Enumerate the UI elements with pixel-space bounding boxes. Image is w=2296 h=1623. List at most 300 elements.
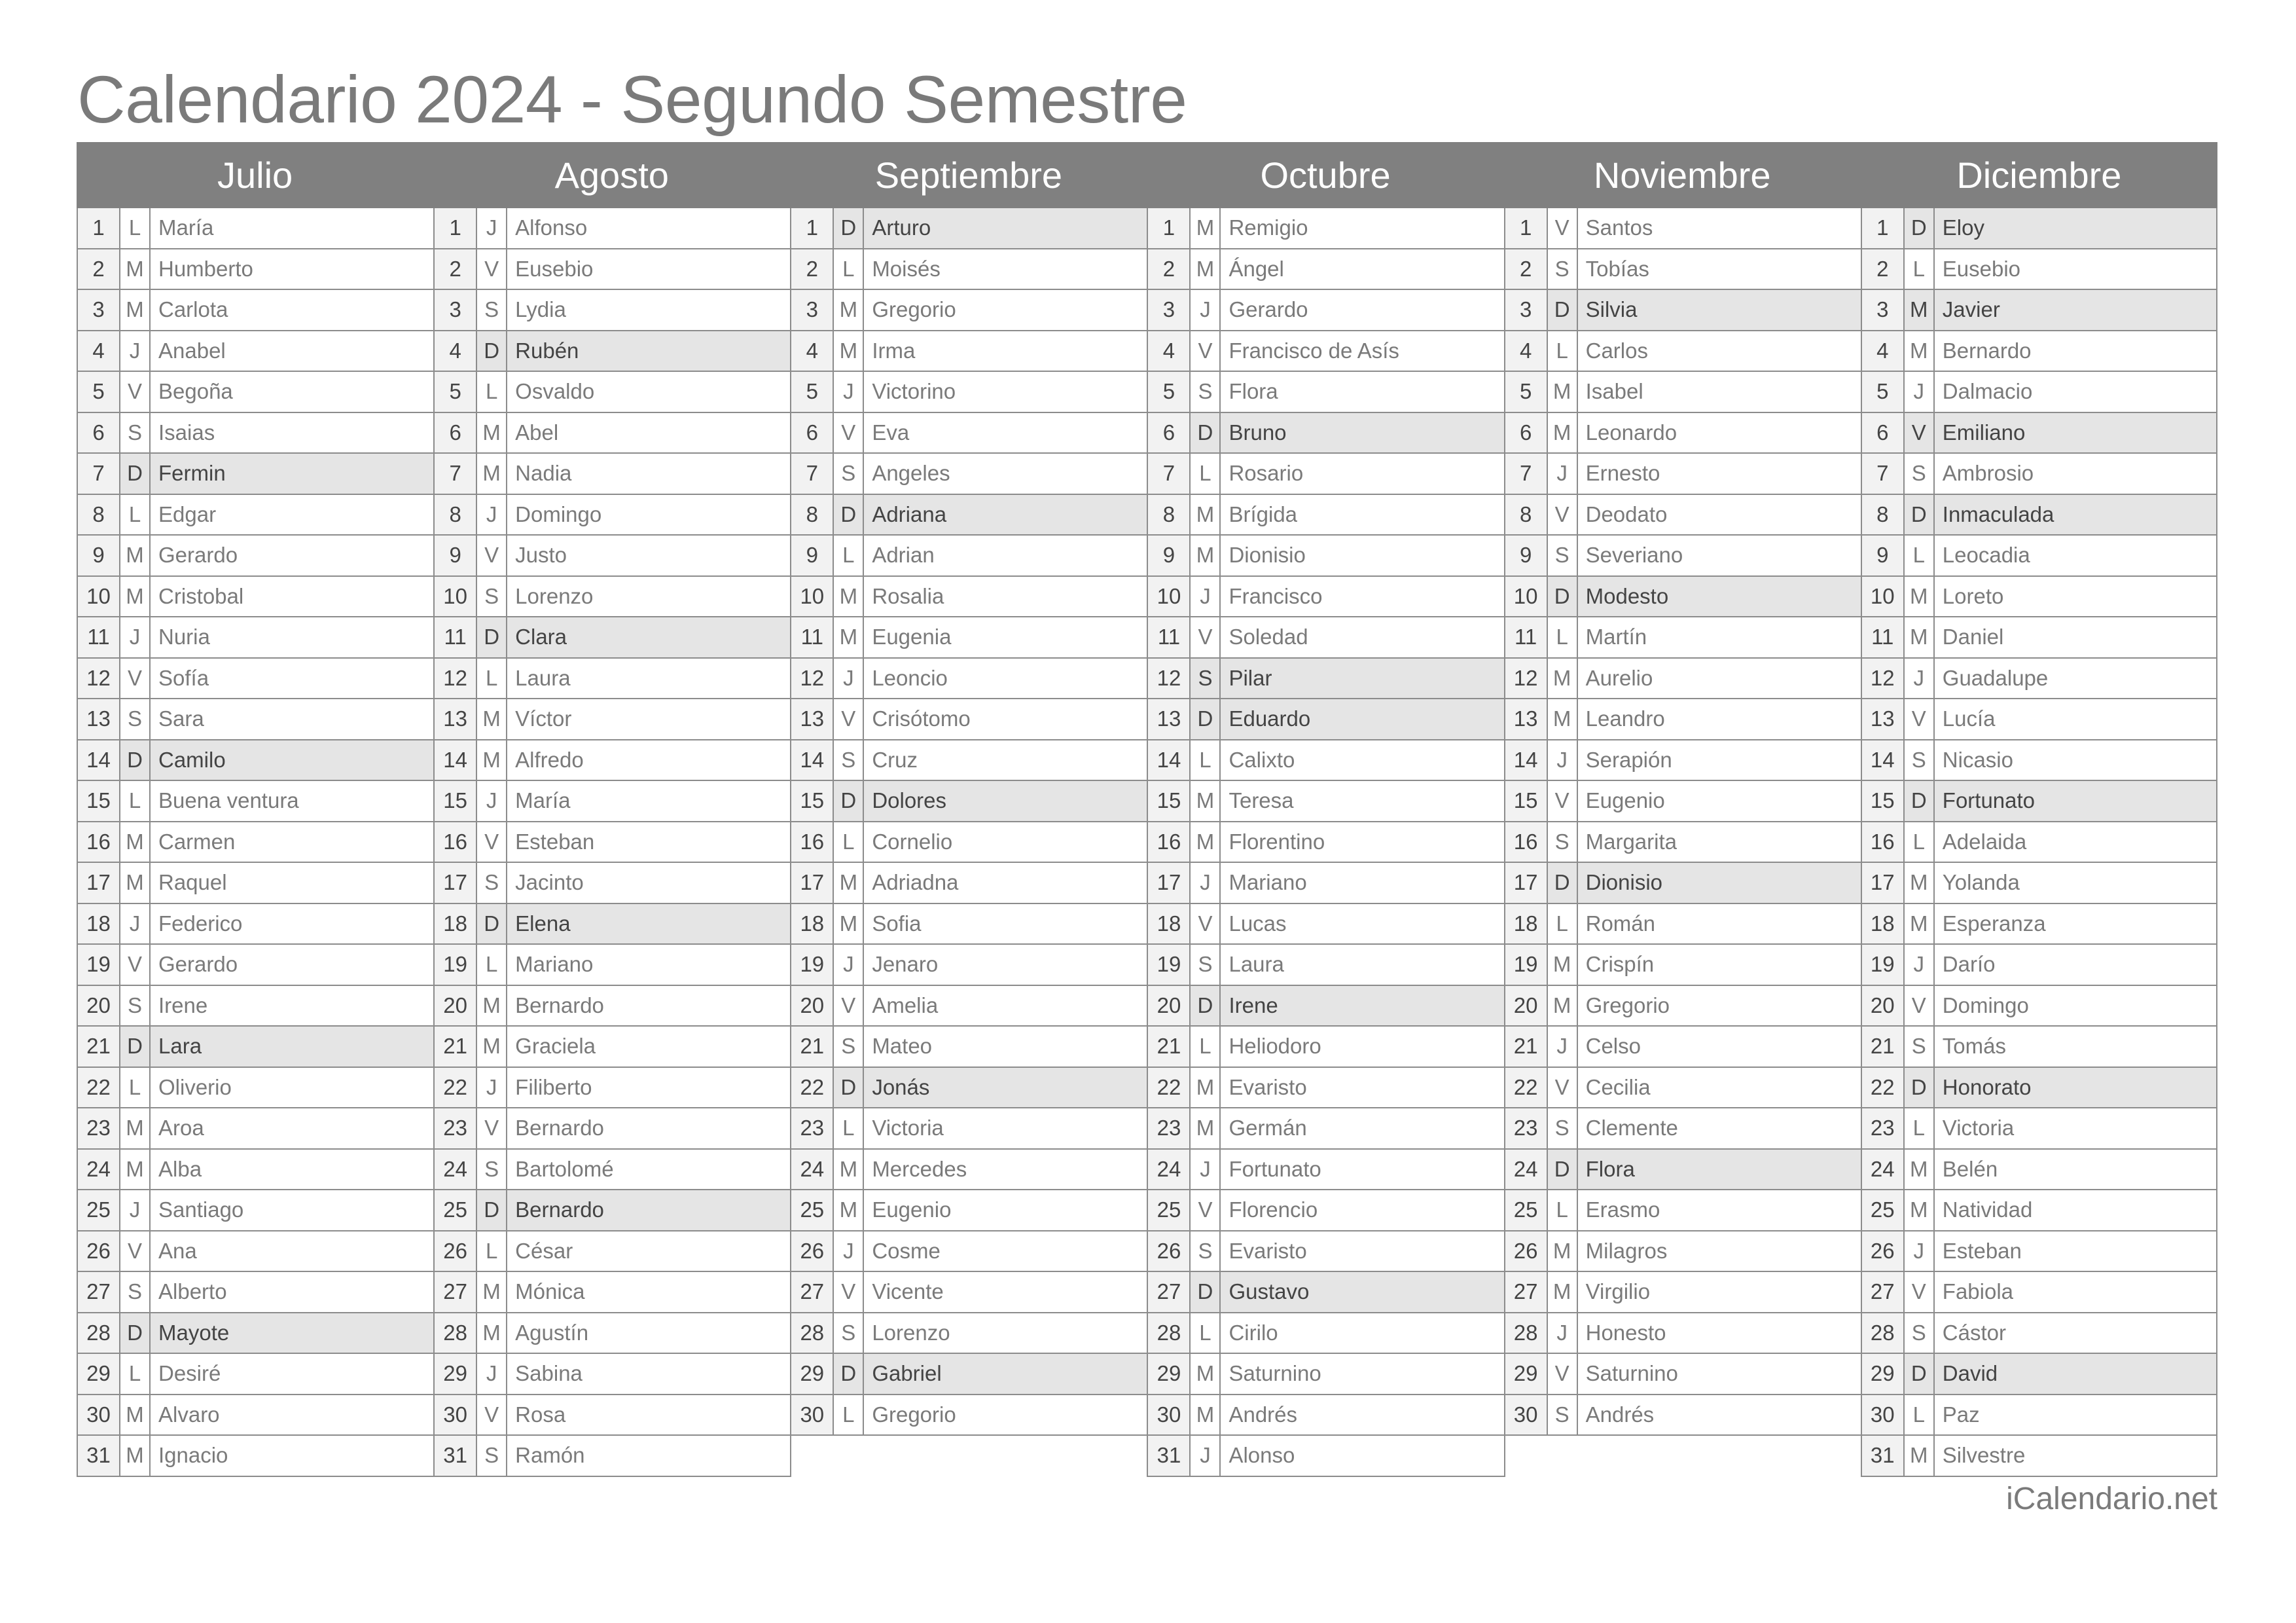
- weekday-letter: V: [1548, 495, 1578, 535]
- saint-name: César: [507, 1231, 790, 1271]
- saint-name: Rosa: [507, 1395, 790, 1435]
- weekday-letter: D: [1191, 1272, 1221, 1312]
- day-number: 12: [1862, 659, 1905, 699]
- saint-name: Eugenio: [1578, 781, 1861, 821]
- saint-name: Remigio: [1221, 208, 1503, 248]
- day-row: [791, 249, 1147, 291]
- day-row: [1505, 1068, 1861, 1109]
- weekday-letter: J: [834, 659, 864, 699]
- weekday-letter: M: [1905, 331, 1935, 371]
- saint-name: Tomás: [1935, 1027, 2216, 1067]
- month-column-noviembre: [1504, 208, 1861, 1477]
- day-number: 13: [791, 699, 834, 739]
- day-number: 28: [791, 1313, 834, 1353]
- weekday-letter: D: [1905, 208, 1935, 248]
- day-number: 12: [435, 659, 477, 699]
- weekday-letter: V: [1191, 617, 1221, 657]
- weekday-letter: L: [477, 659, 507, 699]
- day-number: 20: [791, 986, 834, 1026]
- weekday-letter: M: [120, 290, 151, 330]
- day-number: 22: [1862, 1068, 1905, 1108]
- saint-name: Eugenio: [864, 1190, 1147, 1230]
- day-row: [435, 1068, 790, 1109]
- weekday-letter: V: [834, 699, 864, 739]
- weekday-letter: M: [1905, 1150, 1935, 1190]
- day-number: 5: [1505, 372, 1548, 412]
- day-row: [435, 536, 790, 577]
- empty-day-slot: [791, 1436, 1147, 1477]
- weekday-letter: J: [477, 781, 507, 821]
- saint-name: Francisco de Asís: [1221, 331, 1503, 371]
- day-row: [1148, 331, 1503, 373]
- day-row: [78, 945, 433, 986]
- weekday-letter: M: [1548, 659, 1578, 699]
- day-number: 29: [1505, 1354, 1548, 1394]
- day-row-holiday: [791, 1354, 1147, 1395]
- weekday-letter: L: [1905, 249, 1935, 289]
- day-number: 14: [791, 740, 834, 780]
- day-number: 5: [791, 372, 834, 412]
- weekday-letter: D: [477, 617, 507, 657]
- weekday-letter: D: [1905, 1354, 1935, 1394]
- saint-name: Francisco: [1221, 577, 1503, 617]
- saint-name: Calixto: [1221, 740, 1503, 780]
- day-row-holiday: [78, 1027, 433, 1068]
- weekday-letter: M: [1548, 945, 1578, 985]
- saint-name: Cecilia: [1578, 1068, 1861, 1108]
- weekday-letter: M: [1905, 1436, 1935, 1476]
- day-row: [1505, 1027, 1861, 1068]
- day-row: [435, 290, 790, 331]
- saint-name: Jenaro: [864, 945, 1147, 985]
- saint-name: Abel: [507, 413, 790, 453]
- day-number: 26: [791, 1231, 834, 1271]
- day-number: 26: [1505, 1231, 1548, 1271]
- day-row: [78, 986, 433, 1027]
- day-number: 29: [435, 1354, 477, 1394]
- day-row: [1862, 1231, 2216, 1273]
- day-row: [435, 577, 790, 618]
- weekday-letter: L: [1548, 331, 1578, 371]
- weekday-letter: M: [1191, 1108, 1221, 1148]
- day-row: [1505, 1313, 1861, 1355]
- day-number: 20: [1148, 986, 1191, 1026]
- day-number: 28: [78, 1313, 120, 1353]
- day-row: [435, 1395, 790, 1436]
- weekday-letter: J: [1905, 372, 1935, 412]
- weekday-letter: M: [1905, 290, 1935, 330]
- day-row: [1148, 1313, 1503, 1355]
- saint-name: María: [151, 208, 433, 248]
- day-row: [791, 1231, 1147, 1273]
- day-row: [1505, 659, 1861, 700]
- day-row-holiday: [1148, 1272, 1503, 1313]
- day-row: [1148, 1190, 1503, 1231]
- saint-name: Oliverio: [151, 1068, 433, 1108]
- day-row-holiday: [78, 1313, 433, 1355]
- saint-name: Teresa: [1221, 781, 1503, 821]
- day-row-holiday: [791, 1068, 1147, 1109]
- saint-name: Mateo: [864, 1027, 1147, 1067]
- weekday-letter: V: [1191, 904, 1221, 944]
- weekday-letter: M: [1191, 822, 1221, 862]
- day-number: 30: [1862, 1395, 1905, 1435]
- saint-name: Silvestre: [1935, 1436, 2216, 1476]
- saint-name: Vicente: [864, 1272, 1147, 1312]
- weekday-letter: M: [834, 1150, 864, 1190]
- day-number: 11: [1505, 617, 1548, 657]
- weekday-letter: D: [1548, 577, 1578, 617]
- day-number: 25: [435, 1190, 477, 1230]
- saint-name: Fortunato: [1221, 1150, 1503, 1190]
- day-number: 9: [791, 536, 834, 575]
- weekday-letter: L: [834, 822, 864, 862]
- saint-name: Alvaro: [151, 1395, 433, 1435]
- day-number: 25: [78, 1190, 120, 1230]
- day-row-holiday: [1505, 1150, 1861, 1191]
- day-row: [791, 372, 1147, 413]
- saint-name: Esperanza: [1935, 904, 2216, 944]
- weekday-letter: M: [1191, 495, 1221, 535]
- saint-name: Adrian: [864, 536, 1147, 575]
- weekday-letter: V: [834, 986, 864, 1026]
- day-number: 3: [78, 290, 120, 330]
- saint-name: Santiago: [151, 1190, 433, 1230]
- saint-name: Lucas: [1221, 904, 1503, 944]
- saint-name: Dionisio: [1221, 536, 1503, 575]
- weekday-letter: S: [1191, 372, 1221, 412]
- saint-name: Alfonso: [507, 208, 790, 248]
- day-number: 30: [78, 1395, 120, 1435]
- day-number: 21: [435, 1027, 477, 1067]
- weekday-letter: D: [834, 1354, 864, 1394]
- day-row: [78, 577, 433, 618]
- day-row: [435, 1231, 790, 1273]
- day-row: [791, 413, 1147, 454]
- day-row: [1862, 617, 2216, 659]
- saint-name: Clara: [507, 617, 790, 657]
- saint-name: Martín: [1578, 617, 1861, 657]
- day-number: 20: [78, 986, 120, 1026]
- weekday-letter: L: [834, 1395, 864, 1435]
- day-number: 13: [1505, 699, 1548, 739]
- month-header-octubre: Octubre: [1260, 155, 1391, 196]
- day-row: [435, 1150, 790, 1191]
- weekday-letter: M: [1905, 904, 1935, 944]
- weekday-letter: V: [1548, 208, 1578, 248]
- day-row-holiday: [78, 740, 433, 782]
- day-row: [1505, 495, 1861, 536]
- weekday-letter: M: [477, 740, 507, 780]
- saint-name: Victoria: [1935, 1108, 2216, 1148]
- weekday-letter: M: [1191, 1395, 1221, 1435]
- weekday-letter: D: [1905, 495, 1935, 535]
- day-number: 15: [791, 781, 834, 821]
- weekday-letter: L: [120, 1068, 151, 1108]
- day-number: 18: [78, 904, 120, 944]
- saint-name: Leandro: [1578, 699, 1861, 739]
- day-number: 4: [1148, 331, 1191, 371]
- saint-name: Cristobal: [151, 577, 433, 617]
- saint-name: Gerardo: [151, 536, 433, 575]
- weekday-letter: M: [120, 577, 151, 617]
- month-column-octubre: [1147, 208, 1503, 1477]
- saint-name: Pilar: [1221, 659, 1503, 699]
- weekday-letter: V: [477, 536, 507, 575]
- saint-name: Isabel: [1578, 372, 1861, 412]
- day-row: [1505, 1231, 1861, 1273]
- day-number: 19: [1505, 945, 1548, 985]
- day-row: [791, 454, 1147, 495]
- saint-name: Adriadna: [864, 863, 1147, 903]
- saint-name: Alonso: [1221, 1436, 1503, 1476]
- day-row: [435, 986, 790, 1027]
- weekday-letter: D: [834, 781, 864, 821]
- saint-name: Evaristo: [1221, 1231, 1503, 1271]
- day-row: [78, 617, 433, 659]
- saint-name: Nadia: [507, 454, 790, 494]
- day-row: [791, 822, 1147, 864]
- day-number: 26: [1148, 1231, 1191, 1271]
- weekday-letter: L: [1548, 904, 1578, 944]
- saint-name: Milagros: [1578, 1231, 1861, 1271]
- weekday-letter: D: [1548, 290, 1578, 330]
- saint-name: Jonás: [864, 1068, 1147, 1108]
- weekday-letter: D: [120, 1027, 151, 1067]
- day-number: 27: [1148, 1272, 1191, 1312]
- day-number: 17: [78, 863, 120, 903]
- weekday-letter: M: [477, 986, 507, 1026]
- weekday-letter: D: [1548, 863, 1578, 903]
- saint-name: Bernardo: [1935, 331, 2216, 371]
- weekday-letter: J: [120, 617, 151, 657]
- day-row: [791, 1108, 1147, 1150]
- weekday-letter: V: [834, 413, 864, 453]
- day-number: 16: [1505, 822, 1548, 862]
- saint-name: Celso: [1578, 1027, 1861, 1067]
- day-row: [435, 1436, 790, 1477]
- day-row: [78, 290, 433, 331]
- day-row: [1148, 1150, 1503, 1191]
- day-number: 25: [1505, 1190, 1548, 1230]
- day-number: 12: [791, 659, 834, 699]
- day-number: 18: [791, 904, 834, 944]
- day-number: 9: [1148, 536, 1191, 575]
- day-row: [1505, 740, 1861, 782]
- saint-name: Heliodoro: [1221, 1027, 1503, 1067]
- day-row-holiday: [435, 904, 790, 945]
- day-number: 11: [791, 617, 834, 657]
- weekday-letter: D: [120, 740, 151, 780]
- weekday-letter: D: [1548, 1150, 1578, 1190]
- day-number: 1: [435, 208, 477, 248]
- day-number: 19: [1862, 945, 1905, 985]
- day-number: 28: [1505, 1313, 1548, 1353]
- saint-name: Laura: [1221, 945, 1503, 985]
- day-number: 15: [78, 781, 120, 821]
- saint-name: Carmen: [151, 822, 433, 862]
- saint-name: David: [1935, 1354, 2216, 1394]
- day-number: 27: [435, 1272, 477, 1312]
- saint-name: Cosme: [864, 1231, 1147, 1271]
- saint-name: Crisótomo: [864, 699, 1147, 739]
- calendar-body: [77, 208, 2217, 1477]
- day-number: 1: [1862, 208, 1905, 248]
- weekday-letter: V: [477, 1108, 507, 1148]
- day-row-holiday: [1862, 290, 2216, 331]
- day-row: [435, 1272, 790, 1313]
- day-row: [1862, 536, 2216, 577]
- day-number: 16: [435, 822, 477, 862]
- weekday-letter: J: [477, 208, 507, 248]
- saint-name: Lorenzo: [507, 577, 790, 617]
- day-row: [78, 1108, 433, 1150]
- weekday-letter: J: [1548, 1313, 1578, 1353]
- saint-name: Sabina: [507, 1354, 790, 1394]
- day-number: 16: [791, 822, 834, 862]
- day-number: 10: [791, 577, 834, 617]
- saint-name: Cruz: [864, 740, 1147, 780]
- saint-name: Agustín: [507, 1313, 790, 1353]
- saint-name: Eugenia: [864, 617, 1147, 657]
- weekday-letter: V: [1905, 413, 1935, 453]
- day-row: [78, 1150, 433, 1191]
- saint-name: Leoncio: [864, 659, 1147, 699]
- day-row: [78, 331, 433, 373]
- day-row: [78, 413, 433, 454]
- saint-name: Daniel: [1935, 617, 2216, 657]
- day-number: 6: [1862, 413, 1905, 453]
- saint-name: Sofía: [151, 659, 433, 699]
- saint-name: Yolanda: [1935, 863, 2216, 903]
- day-number: 15: [1148, 781, 1191, 821]
- weekday-letter: D: [120, 454, 151, 494]
- day-number: 1: [1148, 208, 1191, 248]
- day-number: 15: [1505, 781, 1548, 821]
- saint-name: Dalmacio: [1935, 372, 2216, 412]
- day-row: [1862, 1395, 2216, 1436]
- saint-name: Román: [1578, 904, 1861, 944]
- saint-name: Soledad: [1221, 617, 1503, 657]
- saint-name: Eusebio: [507, 249, 790, 289]
- day-number: 9: [1505, 536, 1548, 575]
- weekday-letter: M: [1905, 1190, 1935, 1230]
- saint-name: Irene: [151, 986, 433, 1026]
- saint-name: Mónica: [507, 1272, 790, 1312]
- weekday-letter: M: [1905, 617, 1935, 657]
- day-number: 20: [435, 986, 477, 1026]
- weekday-letter: M: [120, 249, 151, 289]
- saint-name: Ignacio: [151, 1436, 433, 1476]
- weekday-letter: S: [120, 699, 151, 739]
- saint-name: Saturnino: [1221, 1354, 1503, 1394]
- day-row: [791, 945, 1147, 986]
- saint-name: Domingo: [1935, 986, 2216, 1026]
- weekday-letter: J: [834, 945, 864, 985]
- day-number: 10: [435, 577, 477, 617]
- day-number: 11: [1862, 617, 1905, 657]
- saint-name: Eduardo: [1221, 699, 1503, 739]
- day-number: 9: [435, 536, 477, 575]
- day-row: [1148, 290, 1503, 331]
- saint-name: Ramón: [507, 1436, 790, 1476]
- day-row: [1862, 863, 2216, 904]
- saint-name: Camilo: [151, 740, 433, 780]
- weekday-letter: S: [1191, 945, 1221, 985]
- weekday-letter: J: [1548, 740, 1578, 780]
- day-number: 16: [78, 822, 120, 862]
- weekday-letter: V: [1191, 331, 1221, 371]
- day-number: 3: [791, 290, 834, 330]
- weekday-letter: M: [120, 1395, 151, 1435]
- saint-name: Saturnino: [1578, 1354, 1861, 1394]
- day-number: 24: [435, 1150, 477, 1190]
- day-number: 10: [1862, 577, 1905, 617]
- day-number: 24: [1862, 1150, 1905, 1190]
- weekday-letter: D: [1905, 1068, 1935, 1108]
- day-number: 12: [1505, 659, 1548, 699]
- weekday-letter: M: [1548, 699, 1578, 739]
- day-row: [791, 699, 1147, 740]
- day-row: [1148, 1108, 1503, 1150]
- weekday-letter: D: [834, 208, 864, 248]
- day-number: 2: [78, 249, 120, 289]
- day-row: [78, 904, 433, 945]
- site-credit: iCalendario.net: [2006, 1482, 2217, 1516]
- saint-name: Lara: [151, 1027, 433, 1067]
- day-row: [435, 413, 790, 454]
- day-row: [791, 904, 1147, 945]
- weekday-letter: J: [1548, 454, 1578, 494]
- day-row: [435, 1027, 790, 1068]
- saint-name: Mariano: [1221, 863, 1503, 903]
- day-number: 25: [1862, 1190, 1905, 1230]
- weekday-letter: V: [1548, 781, 1578, 821]
- saint-name: Aroa: [151, 1108, 433, 1148]
- day-number: 22: [1148, 1068, 1191, 1108]
- day-number: 7: [1148, 454, 1191, 494]
- month-column-julio: [77, 208, 433, 1477]
- day-row: [1505, 1108, 1861, 1150]
- weekday-letter: J: [477, 1068, 507, 1108]
- day-row: [435, 659, 790, 700]
- day-row: [1148, 536, 1503, 577]
- saint-name: Brígida: [1221, 495, 1503, 535]
- saint-name: Victorino: [864, 372, 1147, 412]
- day-number: 30: [435, 1395, 477, 1435]
- saint-name: Guadalupe: [1935, 659, 2216, 699]
- day-number: 4: [791, 331, 834, 371]
- weekday-letter: S: [1905, 454, 1935, 494]
- day-number: 11: [1148, 617, 1191, 657]
- saint-name: Natividad: [1935, 1190, 2216, 1230]
- weekday-letter: M: [1191, 208, 1221, 248]
- saint-name: Humberto: [151, 249, 433, 289]
- saint-name: Mercedes: [864, 1150, 1147, 1190]
- day-number: 2: [1148, 249, 1191, 289]
- weekday-letter: M: [477, 454, 507, 494]
- day-number: 5: [435, 372, 477, 412]
- day-row: [791, 331, 1147, 373]
- weekday-letter: J: [1191, 863, 1221, 903]
- day-row-holiday: [1148, 413, 1503, 454]
- weekday-letter: S: [120, 1272, 151, 1312]
- saint-name: Loreto: [1935, 577, 2216, 617]
- weekday-letter: V: [120, 945, 151, 985]
- day-row: [1505, 413, 1861, 454]
- day-number: 21: [78, 1027, 120, 1067]
- day-number: 15: [435, 781, 477, 821]
